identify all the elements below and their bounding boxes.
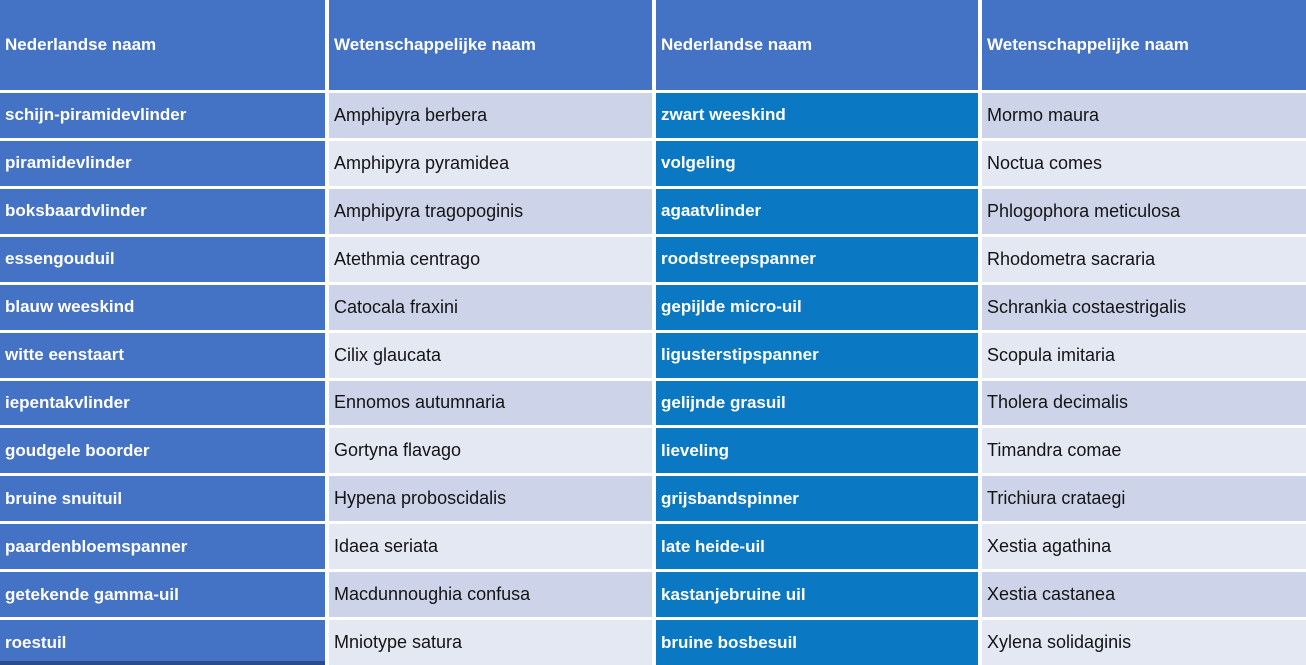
dutch-name-cell: gelijnde grasuil: [656, 381, 978, 426]
column-header-dutch-left: Nederlandse naam: [0, 0, 325, 90]
scientific-name-cell: Phlogophora meticulosa: [982, 189, 1306, 234]
scientific-name-cell: Trichiura crataegi: [982, 476, 1306, 521]
dutch-name-cell: blauw weeskind: [0, 285, 325, 330]
dutch-name-cell: volgeling: [656, 141, 978, 186]
scientific-name-cell: Scopula imitaria: [982, 333, 1306, 378]
dutch-name-cell: ligusterstipspanner: [656, 333, 978, 378]
dutch-name-cell: iepentakvlinder: [0, 381, 325, 426]
scientific-name-cell: Macdunnoughia confusa: [329, 572, 652, 617]
dutch-name-cell: zwart weeskind: [656, 93, 978, 138]
dutch-name-cell: schijn-piramidevlinder: [0, 93, 325, 138]
scientific-name-cell: Idaea seriata: [329, 524, 652, 569]
scientific-name-cell: Tholera decimalis: [982, 381, 1306, 426]
scientific-name-cell: Atethmia centrago: [329, 237, 652, 282]
dutch-name-cell: essengouduil: [0, 237, 325, 282]
scientific-name-cell: Cilix glaucata: [329, 333, 652, 378]
dutch-name-cell: late heide-uil: [656, 524, 978, 569]
dutch-name-cell: witte eenstaart: [0, 333, 325, 378]
scientific-name-cell: Hypena proboscidalis: [329, 476, 652, 521]
scientific-name-cell: Amphipyra pyramidea: [329, 141, 652, 186]
column-header-dutch-right: Nederlandse naam: [656, 0, 978, 90]
dutch-name-cell: kastanjebruine uil: [656, 572, 978, 617]
dutch-name-cell: boksbaardvlinder: [0, 189, 325, 234]
scientific-name-cell: Ennomos autumnaria: [329, 381, 652, 426]
scientific-name-cell: Mormo maura: [982, 93, 1306, 138]
scientific-name-cell: Amphipyra berbera: [329, 93, 652, 138]
scientific-name-cell: Catocala fraxini: [329, 285, 652, 330]
dutch-name-cell: bruine snuituil: [0, 476, 325, 521]
scientific-name-cell: Rhodometra sacraria: [982, 237, 1306, 282]
dutch-name-cell: agaatvlinder: [656, 189, 978, 234]
dutch-name-cell: roodstreepspanner: [656, 237, 978, 282]
dutch-name-cell: paardenbloemspanner: [0, 524, 325, 569]
scientific-name-cell: Amphipyra tragopoginis: [329, 189, 652, 234]
dutch-name-cell: goudgele boorder: [0, 428, 325, 473]
dutch-name-cell: roestuil: [0, 620, 325, 665]
scientific-name-cell: Schrankia costaestrigalis: [982, 285, 1306, 330]
scientific-name-cell: Xestia agathina: [982, 524, 1306, 569]
dutch-name-cell: lieveling: [656, 428, 978, 473]
column-header-scientific-left: Wetenschappelijke naam: [329, 0, 652, 90]
dutch-name-cell: bruine bosbesuil: [656, 620, 978, 665]
scientific-name-cell: Timandra comae: [982, 428, 1306, 473]
dutch-name-cell: gepijlde micro-uil: [656, 285, 978, 330]
dutch-name-cell: piramidevlinder: [0, 141, 325, 186]
scientific-name-cell: Xylena solidaginis: [982, 620, 1306, 665]
dutch-name-cell: getekende gamma-uil: [0, 572, 325, 617]
scientific-name-cell: Mniotype satura: [329, 620, 652, 665]
column-header-scientific-right: Wetenschappelijke naam: [982, 0, 1306, 90]
scientific-name-cell: Xestia castanea: [982, 572, 1306, 617]
scientific-name-cell: Noctua comes: [982, 141, 1306, 186]
scientific-name-cell: Gortyna flavago: [329, 428, 652, 473]
dutch-name-cell: grijsbandspinner: [656, 476, 978, 521]
